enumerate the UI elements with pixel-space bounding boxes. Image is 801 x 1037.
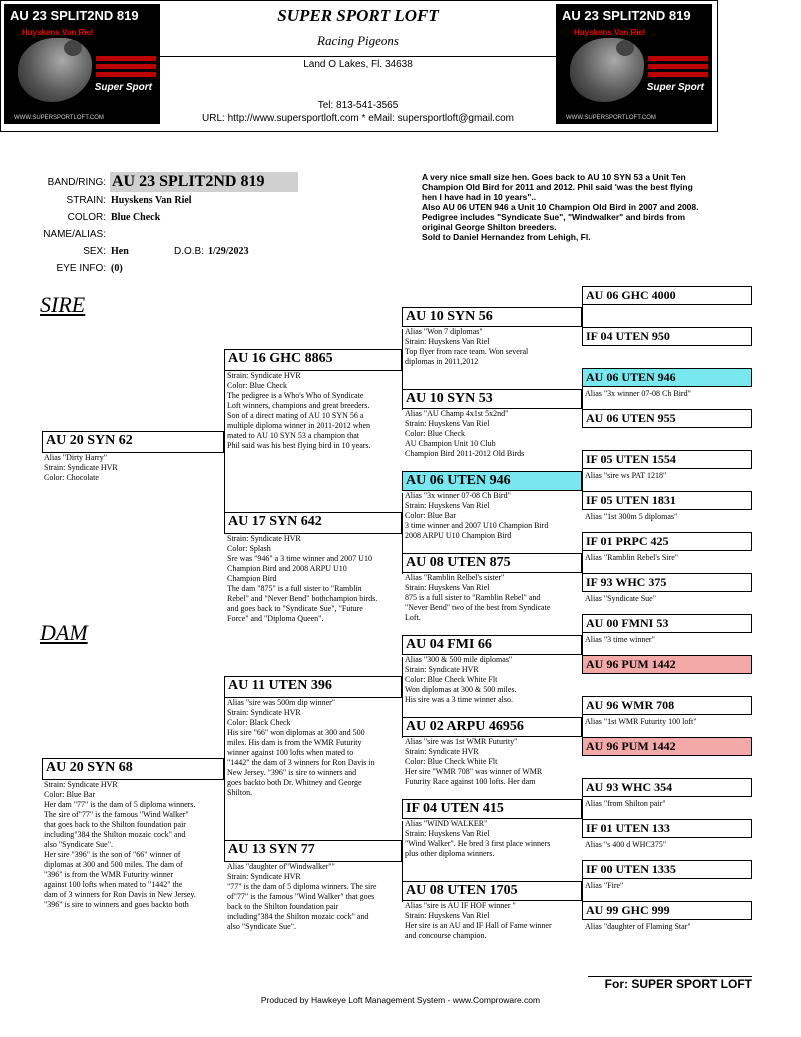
connector-line <box>224 371 225 531</box>
logo-strain: Huyskens Van Riel <box>574 28 646 37</box>
great-grandparent-details <box>405 491 583 541</box>
subject-band: AU 23 SPLIT2ND 819 <box>110 172 298 192</box>
eye-label: EYE INFO: <box>56 263 106 274</box>
ancestor-alias: Alias "3 time winner" <box>585 635 655 644</box>
loft-url: URL: http://www.supersportloft.com * eMail: supersportloft@gmail.com <box>202 113 514 124</box>
info-line: The sire of"77" is the famous "Wind Walker" <box>44 810 189 819</box>
info-line: 3 time winner and 2007 U10 Champion Bird <box>405 521 549 530</box>
connector-line <box>582 541 583 582</box>
grandparent-band-box: AU 13 SYN 77 <box>224 840 402 862</box>
info-line: Champion Bird 2011-2012 Old Birds <box>405 449 525 458</box>
ancestor-band-box: IF 01 UTEN 133 <box>582 819 752 838</box>
info-line: Color: Blue Check White Flt <box>405 675 498 684</box>
info-line: also "Syndicate Sue". <box>227 922 296 931</box>
info-line: miles. His dam is from the WMR Futurity <box>227 738 362 747</box>
grandparent-details <box>227 534 403 624</box>
great-grandparent-details <box>405 655 583 705</box>
great-grandparent-band-box: AU 10 SYN 56 <box>402 307 582 327</box>
logo-brand: Super Sport <box>94 82 152 93</box>
info-line: plus other diploma winners. <box>405 849 495 858</box>
info-line: Alias "WIND WALKER" <box>405 819 488 828</box>
subject-notes <box>422 172 754 242</box>
grandparent-band-box: AU 17 SYN 642 <box>224 512 402 534</box>
ancestor-alias: Alias "from Shilton pair" <box>585 799 666 808</box>
color-label: COLOR: <box>67 212 106 223</box>
info-line: Champion Bird <box>227 574 277 583</box>
info-line: Strain: Huyskens Van Riel <box>405 419 490 428</box>
info-line: Alias "3x winner 07-08 Ch Bird" <box>405 491 511 500</box>
connector-line <box>402 821 403 902</box>
connector-line <box>582 459 583 500</box>
loft-phone: Tel: 813-541-3565 <box>317 100 399 111</box>
grandparent-band-box: AU 16 GHC 8865 <box>224 349 402 371</box>
logo-title: AU 23 SPLIT2ND 819 <box>10 8 139 23</box>
info-line: goes backto both Dr. Whitney and George <box>227 778 362 787</box>
ancestor-alias: Alias "1st WMR Futurity 100 loft" <box>585 717 697 726</box>
info-line: Sre was "946" a 3 time winner and 2007 U10 <box>227 554 372 563</box>
info-line: against 100 lofts when mated to "1442" the <box>44 880 183 889</box>
subject-strain: Huyskens Van Riel <box>111 195 192 206</box>
info-line: Loft winners, champions and great breeders. <box>227 401 370 410</box>
info-line: Rebel" and "Never Bend" bothchampion birds. <box>227 594 378 603</box>
ancestor-band-box: IF 01 PRPC 425 <box>582 532 752 551</box>
info-line: Her sire is an AU and IF Hall of Fame winner <box>405 921 552 930</box>
footer-for: For: SUPER SPORT LOFT <box>588 976 752 991</box>
great-grandparent-details <box>405 327 583 367</box>
info-line: Alias "Dirty Harry" <box>44 453 107 462</box>
subject-color: Blue Check <box>111 212 161 223</box>
info-line: Alias "Ramblin Relbel's sister" <box>405 573 505 582</box>
info-line: Won diplomas at 300 & 500 miles. <box>405 685 517 694</box>
info-line: mated to AU 10 SYN 53 a champion that <box>227 431 359 440</box>
ancestor-band-box: IF 04 UTEN 950 <box>582 327 752 346</box>
info-line: Shilton. <box>227 788 253 797</box>
ancestor-band-box: AU 06 UTEN 946 <box>582 368 752 387</box>
great-grandparent-band-box: AU 06 UTEN 946 <box>402 471 582 491</box>
info-line: Alias "sire was 500m dip winner" <box>227 698 336 707</box>
info-line: Loft. <box>405 613 421 622</box>
info-line: His sire "66" won diplomas at 300 and 500 <box>227 728 365 737</box>
info-line: Alias "AU Champ 4x1st 5x2nd" <box>405 409 509 418</box>
info-line: The dam "875" is a full sister to "Ramblin <box>227 584 362 593</box>
parent-band-box: AU 20 SYN 68 <box>42 758 224 780</box>
info-line: Strain: Huyskens Van Riel <box>405 337 490 346</box>
connector-line <box>582 295 583 336</box>
info-line: including"384 the Shilton mozaic cock" and <box>44 830 186 839</box>
great-grandparent-band-box: IF 04 UTEN 415 <box>402 799 582 819</box>
ancestor-band-box: AU 93 WHC 354 <box>582 778 752 797</box>
notes-line: Champion Old Bird for 2011 and 2012. Phil said 'was the best flying <box>422 182 693 192</box>
parent-band-box: AU 20 SYN 62 <box>42 431 224 453</box>
info-line: "396" is sire to winners and goes backto both <box>44 900 189 909</box>
subject-dob: 1/29/2023 <box>208 246 249 257</box>
ancestor-band-box: IF 00 UTEN 1335 <box>582 860 752 879</box>
grandparent-details <box>227 698 403 798</box>
sire-heading: SIRE <box>40 292 86 317</box>
info-line: Color: Chocolate <box>44 473 99 482</box>
parent-details <box>44 453 226 483</box>
info-line: Alias "sire was 1st WMR Futurity" <box>405 737 518 746</box>
info-line: Strain: Huyskens Van Riel <box>405 911 490 920</box>
notes-line: Pedigree includes "Syndicate Sue", "Windwalker" and birds from <box>422 212 686 222</box>
pigeon-head-icon <box>64 40 82 56</box>
great-grandparent-details <box>405 409 583 459</box>
info-line: diplomas at 300 and 500 miles. The dam of <box>44 860 183 869</box>
info-line: including"384 the Shilton mozaic cock" and <box>227 912 369 921</box>
ancestor-alias: Alias "sire ws PAT 1218" <box>585 471 667 480</box>
name-label: NAME/ALIAS: <box>43 229 106 240</box>
info-line: Color: Blue Check <box>227 381 287 390</box>
notes-line: Also AU 06 UTEN 946 a Unit 10 Champion Old Bird in 2007 and 2008. <box>422 202 699 212</box>
ancestor-alias: Alias "s 400 d WHC375" <box>585 840 667 849</box>
info-line: Color: Splash <box>227 544 271 553</box>
info-line: Alias "daughter of"Windwalker"" <box>227 862 335 871</box>
connector-line <box>582 623 583 664</box>
notes-line: A very nice small size hen. Goes back to AU 10 SYN 53 a Unit Ten <box>422 172 686 182</box>
connector-line <box>402 329 403 410</box>
ancestor-band-box: IF 05 UTEN 1554 <box>582 450 752 469</box>
loft-address: Land O Lakes, Fl. 34638 <box>303 59 413 70</box>
great-grandparent-band-box: AU 02 ARPU 46956 <box>402 717 582 737</box>
info-line: The pedigree is a Who's Who of Syndicate <box>227 391 364 400</box>
info-line: 875 is a full sister to "Ramblin Rebel" and <box>405 593 541 602</box>
great-grandparent-details <box>405 901 583 941</box>
connector-line <box>582 705 583 746</box>
info-line: Her dam "77" is the dam of 5 diploma winners. <box>44 800 196 809</box>
notes-line: hen I have had in 10 years".. <box>422 192 537 202</box>
ancestor-band-box: AU 96 PUM 1442 <box>582 737 752 756</box>
info-line: diplomas in 2011,2012 <box>405 357 479 366</box>
info-line: back to the Shilton foundation pair <box>227 902 339 911</box>
ancestor-alias: Alias "Syndicate Sue" <box>585 594 656 603</box>
pigeon-photo-right <box>556 4 712 124</box>
info-line: Color: Black Check <box>227 718 291 727</box>
band-label: BAND/RING: <box>47 177 106 188</box>
ancestor-band-box: IF 05 UTEN 1831 <box>582 491 752 510</box>
ancestor-alias: Alias "Ramblin Rebel's Sire" <box>585 553 679 562</box>
pigeon-photo-left <box>4 4 160 124</box>
info-line: "1442" the dam of 3 winners for Ron Davis in <box>227 758 375 767</box>
info-line: Strain: Syndicate HVR <box>227 872 301 881</box>
loft-title: SUPER SPORT LOFT <box>277 6 439 25</box>
info-line: that goes back to the Shilton foundation pair <box>44 820 186 829</box>
info-line: Strain: Syndicate HVR <box>44 463 118 472</box>
info-line: winner against 100 lofts when mated to <box>227 748 354 757</box>
grandparent-band-box: AU 11 UTEN 396 <box>224 676 402 698</box>
info-line: "77" is the dam of 5 diploma winners. The sire <box>227 882 377 891</box>
ancestor-alias: Alias "Fire" <box>585 881 624 890</box>
info-line: Strain: Syndicate HVR <box>44 780 118 789</box>
ancestor-band-box: AU 96 WMR 708 <box>582 696 752 715</box>
info-line: Force" and "Diploma Queen". <box>227 614 324 623</box>
info-line: "Wind Walker". He bred 3 first place winners <box>405 839 551 848</box>
info-line: also "Syndicate Sue". <box>44 840 113 849</box>
grandparent-details <box>227 862 403 932</box>
info-line: dam of 3 winners for Ron Davis in New Jersey. <box>44 890 196 899</box>
info-line: Color: Blue Bar <box>44 790 96 799</box>
info-line: multiple diploma winner in 2011-2012 when <box>227 421 371 430</box>
great-grandparent-details <box>405 737 583 787</box>
info-line: AU Champion Unit 10 Club <box>405 439 496 448</box>
strain-label: STRAIN: <box>66 195 106 206</box>
ancestor-band-box: AU 06 GHC 4000 <box>582 286 752 305</box>
info-line: Strain: Syndicate HVR <box>227 371 301 380</box>
subject-sex: Hen <box>111 246 129 257</box>
subject-eye: (0) <box>111 263 123 274</box>
info-line: His sire was a 3 time winner also. <box>405 695 513 704</box>
info-line: Strain: Syndicate HVR <box>405 665 479 674</box>
great-grandparent-band-box: AU 08 UTEN 1705 <box>402 881 582 901</box>
ancestor-alias: Alias "3x winner 07-08 Ch Bird" <box>585 389 691 398</box>
pedigree-header <box>0 0 718 132</box>
info-line: Phil said was his best flying bird in 10 years. <box>227 441 371 450</box>
great-grandparent-band-box: AU 10 SYN 53 <box>402 389 582 409</box>
grandparent-details <box>227 371 403 451</box>
great-grandparent-band-box: AU 04 FMI 66 <box>402 635 582 655</box>
info-line: Color: Blue Check <box>405 429 465 438</box>
info-line: "Never Bend" two of the best from Syndicate <box>405 603 551 612</box>
info-line: Strain: Syndicate HVR <box>405 747 479 756</box>
ancestor-alias: Alias "1st 300m 5 diplomas" <box>585 512 678 521</box>
great-grandparent-details <box>405 573 583 623</box>
ancestor-band-box: IF 93 WHC 375 <box>582 573 752 592</box>
connector-line <box>582 869 583 910</box>
ancestor-band-box: AU 99 GHC 999 <box>582 901 752 920</box>
logo-footer: WWW.SUPERSPORTLOFT.COM <box>566 115 656 121</box>
footer-produced-by: Produced by Hawkeye Loft Management System - www.Comproware.com <box>260 995 541 1005</box>
info-line: Strain: Huyskens Van Riel <box>405 583 490 592</box>
dam-heading: DAM <box>40 620 88 645</box>
connector-line <box>582 377 583 418</box>
info-line: of"77" is the famous "Wind Walker" that goes <box>227 892 375 901</box>
ancestor-band-box: AU 96 PUM 1442 <box>582 655 752 674</box>
logo-strain: Huyskens Van Riel <box>22 28 94 37</box>
notes-line: Sold to Daniel Hernandez from Lehigh, Fl. <box>422 232 591 242</box>
info-line: Son of a direct mating of AU 10 SYN 56 a <box>227 411 364 420</box>
connector-line <box>224 698 225 858</box>
info-line: Alias "sire is AU IF HOF winner " <box>405 901 516 910</box>
info-line: 2008 ARPU U10 Champion Bird <box>405 531 512 540</box>
info-line: Color: Blue Check White Flt <box>405 757 498 766</box>
logo-brand: Super Sport <box>646 82 704 93</box>
info-line: and concourse champion. <box>405 931 487 940</box>
ancestor-alias: Alias "daughter of Flaming Star" <box>585 922 691 931</box>
info-line: Strain: Syndicate HVR <box>227 534 301 543</box>
dob-label: D.O.B: <box>173 246 204 257</box>
ancestor-band-box: AU 06 UTEN 955 <box>582 409 752 428</box>
connector-line <box>582 787 583 828</box>
info-line: New Jersey. "396" is sire to winners and <box>227 768 357 777</box>
info-line: Strain: Syndicate HVR <box>227 708 301 717</box>
info-line: "396" is from the WMR Futurity winner <box>44 870 174 879</box>
info-line: Strain: Huyskens Van Riel <box>405 829 490 838</box>
connector-line <box>402 493 403 574</box>
info-line: Strain: Huyskens Van Riel <box>405 501 490 510</box>
parent-details <box>44 780 226 910</box>
pigeon-head-icon <box>616 40 634 56</box>
info-line: Her sire "396" is the son of "66" winner of <box>44 850 181 859</box>
info-line: Top flyer from race team. Won several <box>405 347 529 356</box>
info-line: Her sire "WMR 708" was winner of WMR <box>405 767 543 776</box>
info-line: Futurity Race against 100 lofts. Her dam <box>405 777 536 786</box>
logo-title: AU 23 SPLIT2ND 819 <box>562 8 691 23</box>
loft-subtitle: Racing Pigeons <box>317 33 399 48</box>
notes-line: original George Shilton breeders. <box>422 222 557 232</box>
great-grandparent-band-box: AU 08 UTEN 875 <box>402 553 582 573</box>
sex-label: SEX: <box>83 246 106 257</box>
connector-line <box>402 657 403 738</box>
great-grandparent-details <box>405 819 583 859</box>
info-line: Color: Blue Bar <box>405 511 457 520</box>
info-line: Champion Bird and 2008 ARPU U10 <box>227 564 347 573</box>
logo-footer: WWW.SUPERSPORTLOFT.COM <box>14 115 104 121</box>
info-line: Alias "Won 7 diplomas" <box>405 327 483 336</box>
info-line: Alias "300 & 500 mile diplomas" <box>405 655 513 664</box>
info-line: and goes back to "Syndicate Sue", "Future <box>227 604 363 613</box>
ancestor-band-box: AU 00 FMNI 53 <box>582 614 752 633</box>
